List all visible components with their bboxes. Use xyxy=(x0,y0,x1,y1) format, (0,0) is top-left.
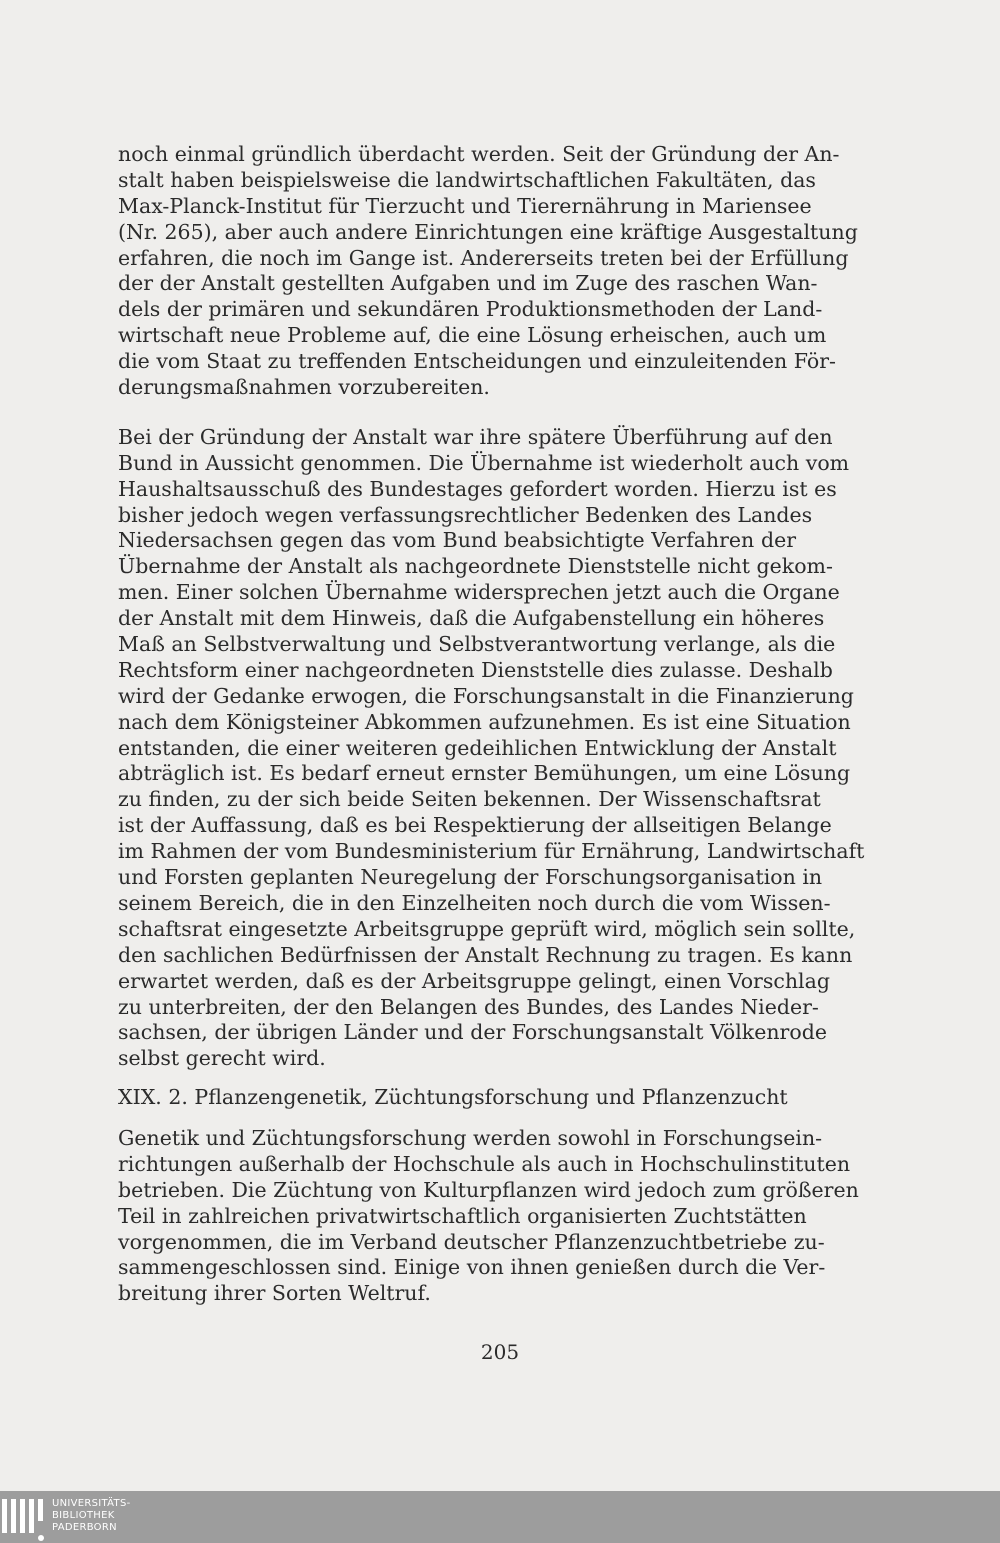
text-line: nach dem Königsteiner Abkommen aufzunehmen. Es ist eine Situation xyxy=(118,709,851,734)
text-line: der der Anstalt gestellten Aufgaben und im Zuge des raschen Wan- xyxy=(118,271,818,296)
text-line: ist der Auffassung, daß es bei Respektierung der allseitigen Belange xyxy=(118,813,832,838)
logo-line: UNIVERSITÄTS- xyxy=(52,1498,131,1509)
text-line: Niedersachsen gegen das vom Bund beabsichtigte Verfahren der xyxy=(118,528,796,553)
text-line: (Nr. 265), aber auch andere Einrichtungen eine kräftige Ausgestaltung xyxy=(118,219,858,244)
section-heading: XIX. 2. Pflanzengenetik, Züchtungsforschung und Pflanzenzucht xyxy=(118,1085,788,1109)
paragraph-3 xyxy=(118,1126,859,1307)
text-line: sachsen, der übrigen Länder und der Forschungsanstalt Völkenrode xyxy=(118,1020,827,1045)
paragraph-2 xyxy=(118,424,865,1072)
text-line: Rechtsform einer nachgeordneten Dienststelle dies zulasse. Deshalb xyxy=(118,657,833,682)
text-line: noch einmal gründlich überdacht werden. Seit der Gründung der An- xyxy=(118,142,840,166)
text-line: betrieben. Die Züchtung von Kulturpflanzen wird jedoch zum größeren xyxy=(118,1177,859,1202)
text-line: schaftsrat eingesetzte Arbeitsgruppe geprüft wird, möglich sein sollte, xyxy=(118,916,856,941)
library-footer-bar xyxy=(0,1491,1000,1543)
library-logo-text xyxy=(52,1498,131,1534)
text-line: erwartet werden, daß es der Arbeitsgruppe gelingt, einen Vorschlag xyxy=(118,968,830,993)
text-line: Maß an Selbstverwaltung und Selbstverantwortung verlange, als die xyxy=(118,632,836,657)
logo-dot-icon xyxy=(38,1535,44,1541)
paragraph-1 xyxy=(118,142,858,401)
text-line: derungsmaßnahmen vorzubereiten. xyxy=(118,375,490,400)
text-line: Bei der Gründung der Anstalt war ihre spätere Überführung auf den xyxy=(118,424,833,449)
text-line: Haushaltsausschuß des Bundestages gefordert worden. Hierzu ist es xyxy=(118,476,837,501)
logo-line: PADERBORN xyxy=(52,1522,117,1533)
text-line: Teil in zahlreichen privatwirtschaftlich organisierten Zuchtstätten xyxy=(118,1203,807,1228)
text-line: Max-Planck-Institut für Tierzucht und Tierernährung in Mariensee xyxy=(118,193,812,218)
text-line: men. Einer solchen Übernahme widersprechen jetzt auch die Organe xyxy=(118,580,840,605)
text-line: Bund in Aussicht genommen. Die Übernahme ist wiederholt auch vom xyxy=(118,450,850,475)
text-line: erfahren, die noch im Gange ist. Andererseits treten bei der Erfüllung xyxy=(118,245,849,270)
text-line: breitung ihrer Sorten Weltruf. xyxy=(118,1281,431,1306)
text-line: dels der primären und sekundären Produktionsmethoden der Land- xyxy=(118,297,823,322)
main-text-block xyxy=(118,142,865,1096)
text-line: stalt haben beispielsweise die landwirtschaftlichen Fakultäten, das xyxy=(118,167,816,192)
text-line: sammengeschlossen sind. Einige von ihnen genießen durch die Ver- xyxy=(118,1255,826,1280)
text-line: und Forsten geplanten Neuregelung der Forschungsorganisation in xyxy=(118,865,823,890)
text-line: Genetik und Züchtungsforschung werden sowohl in Forschungsein- xyxy=(118,1126,823,1150)
text-line: selbst gerecht wird. xyxy=(118,1046,326,1071)
text-line: den sachlichen Bedürfnissen der Anstalt Rechnung zu tragen. Es kann xyxy=(118,942,853,967)
text-line: der Anstalt mit dem Hinweis, daß die Aufgabenstellung ein höheres xyxy=(118,606,825,631)
text-line: richtungen außerhalb der Hochschule als auch in Hochschulinstituten xyxy=(118,1151,851,1176)
logo-line: BIBLIOTHEK xyxy=(52,1510,115,1521)
text-line: abträglich ist. Es bedarf erneut ernster Bemühungen, um eine Lösung xyxy=(118,761,851,786)
text-line: wirtschaft neue Probleme auf, die eine Lösung erheischen, auch um xyxy=(118,323,827,348)
text-line: bisher jedoch wegen verfassungsrechtlicher Bedenken des Landes xyxy=(118,502,813,527)
text-line: die vom Staat zu treffenden Entscheidungen und einzuleitenden För- xyxy=(118,349,836,374)
text-line: im Rahmen der vom Bundesministerium für Ernährung, Landwirtschaft xyxy=(118,839,865,864)
text-line: Übernahme der Anstalt als nachgeordnete Dienststelle nicht gekom- xyxy=(118,554,833,579)
text-line: zu finden, zu der sich beide Seiten bekennen. Der Wissenschaftsrat xyxy=(118,787,821,812)
text-line: seinem Bereich, die in den Einzelheiten noch durch die vom Wissen- xyxy=(118,890,831,915)
text-line: zu unterbreiten, der den Belangen des Bundes, des Landes Nieder- xyxy=(118,994,819,1019)
text-line: entstanden, die einer weiteren gedeihlichen Entwicklung der Anstalt xyxy=(118,735,837,760)
text-line: vorgenommen, die im Verband deutscher Pflanzenzuchtbetriebe zu- xyxy=(118,1229,825,1254)
text-line: wird der Gedanke erwogen, die Forschungsanstalt in die Finanzierung xyxy=(118,683,854,708)
page-number: 205 xyxy=(480,1340,520,1364)
